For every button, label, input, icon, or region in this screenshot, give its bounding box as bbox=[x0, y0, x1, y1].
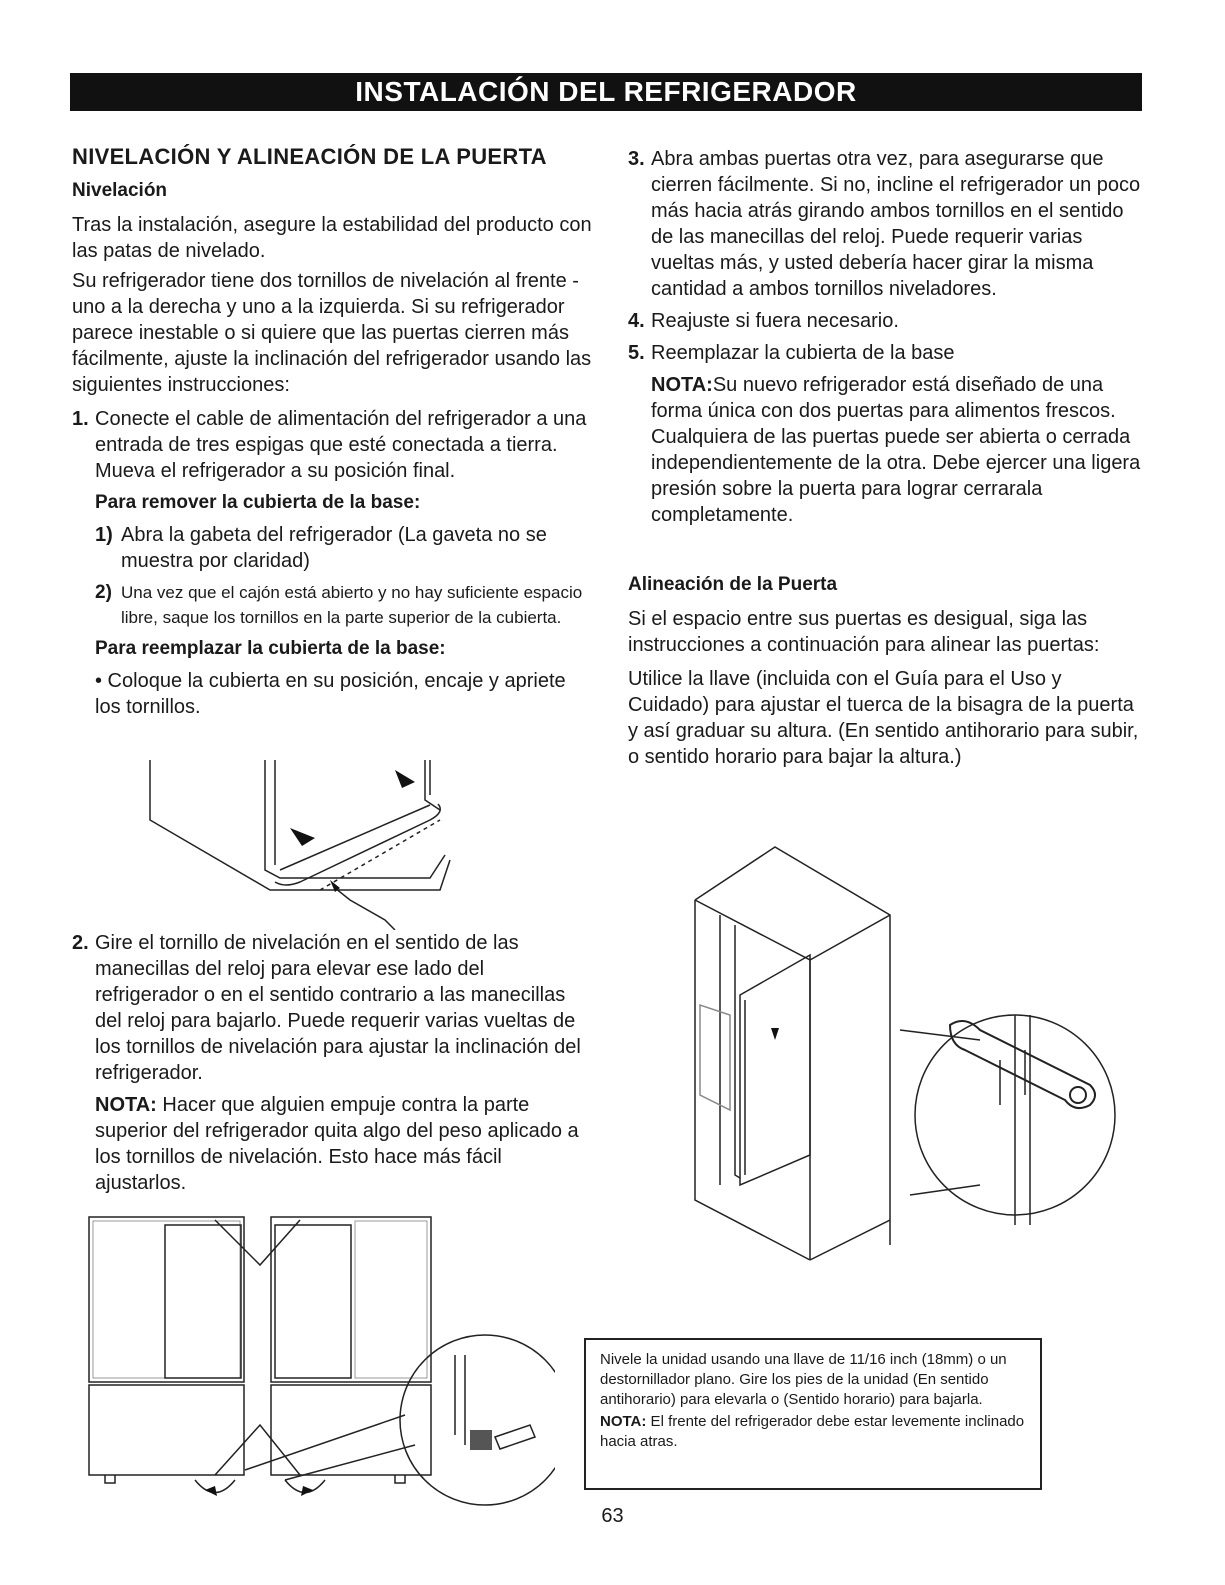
replace-cover-heading: Para reemplazar la cubierta de la base: bbox=[95, 638, 446, 659]
alignment-heading: Alineación de la Puerta bbox=[628, 574, 838, 595]
step-number: 2) bbox=[95, 582, 112, 603]
base-cover-illustration bbox=[140, 760, 460, 930]
remove-cover-heading: Para remover la cubierta de la base: bbox=[95, 492, 421, 513]
door-alignment-illustration bbox=[680, 845, 1130, 1265]
intro-paragraph: Tras la instalación, asegure la estabilidad del producto con las patas de nivelado. bbox=[72, 214, 592, 262]
note-label: NOTA: bbox=[600, 1413, 647, 1430]
instructions-paragraph: Su refrigerador tiene dos tornillos de nivelación al frente -uno a la derecha y uno a la izquierda. Si su refrigerador parece inestable o si quiere que las puertas cierren más fácilmente, ajuste la inclinación del refrigerador usando las siguientes instrucciones: bbox=[72, 270, 592, 396]
left-note bbox=[95, 1092, 592, 1196]
step-text: Reajuste si fuera necesario. bbox=[651, 310, 899, 332]
step-number: 1. bbox=[72, 408, 89, 430]
leveling-illustration bbox=[85, 1215, 555, 1515]
left-column-lower bbox=[72, 930, 592, 1200]
step-4 bbox=[628, 308, 1148, 334]
note-label: NOTA: bbox=[95, 1094, 157, 1116]
box-note bbox=[600, 1412, 1026, 1452]
step-1 bbox=[72, 406, 592, 484]
step-text: Conecte el cable de alimentación del refrigerador a una entrada de tres espigas que esté conectada a tierra. Mueva el refrigerador a su posición final. bbox=[95, 408, 587, 482]
alignment-intro: Si el espacio entre sus puertas es desigual, siga las instrucciones a continuación para alinear las puertas: bbox=[628, 608, 1100, 656]
step-number: 2. bbox=[72, 932, 89, 954]
step-text: Abra la gabeta del refrigerador (La gaveta no se muestra por claridad) bbox=[121, 524, 547, 572]
step-text: Una vez que el cajón está abierto y no hay suficiente espacio libre, saque los tornillos en la parte superior de la cubierta. bbox=[121, 583, 583, 627]
note-label: NOTA: bbox=[651, 374, 713, 396]
section-heading: NIVELACIÓN Y ALINEACIÓN DE LA PUERTA bbox=[72, 144, 547, 169]
step-5 bbox=[628, 340, 1148, 366]
leveling-note-box bbox=[584, 1338, 1042, 1490]
step-number: 3. bbox=[628, 148, 645, 170]
note-text: Hacer que alguien empuje contra la parte superior del refrigerador quita algo del peso aplicado a los tornillos de nivelación. Esto hace más fácil ajustarlos. bbox=[95, 1094, 579, 1194]
remove-step-2 bbox=[95, 580, 592, 630]
left-column bbox=[72, 140, 592, 724]
page-banner: INSTALACIÓN DEL REFRIGERADOR bbox=[70, 73, 1142, 111]
step-number: 5. bbox=[628, 342, 645, 364]
alignment-instructions: Utilice la llave (incluida con el Guía para el Uso y Cuidado) para ajustar el tuerca de la bisagra de la puerta y así graduar su altura. (En sentido antihorario para subir, o sentido horario para bajar la altura.) bbox=[628, 668, 1139, 768]
note-text: El frente del refrigerador debe estar levemente inclinado hacia atras. bbox=[600, 1413, 1025, 1450]
subheading-nivelacion: Nivelación bbox=[72, 180, 168, 201]
step-2 bbox=[72, 930, 592, 1086]
page-number: 63 bbox=[601, 1505, 624, 1527]
step-text: Gire el tornillo de nivelación en el sentido de las manecillas del reloj para elevar ese lado del refrigerador o en el sentido contrario a las manecillas del reloj para bajarlo. Puede requerir varias vueltas de los tornillos de nivelación para ajustar la inclinación del refrigerador. bbox=[95, 932, 581, 1084]
step-number: 1) bbox=[95, 524, 113, 546]
step-3 bbox=[628, 146, 1148, 302]
replace-bullet: • Coloque la cubierta en su posición, encaje y apriete los tornillos. bbox=[95, 670, 566, 718]
step-text: Reemplazar la cubierta de la base bbox=[651, 342, 955, 364]
box-text: Nivele la unidad usando una llave de 11/16 inch (18mm) o un destornillador plano. Gire los pies de la unidad (En sentido antihorario) para elevarla o (Sentido horario) para bajarla. bbox=[600, 1351, 1007, 1408]
remove-cover-section bbox=[95, 490, 592, 720]
remove-step-1 bbox=[95, 522, 592, 574]
note-text: Su nuevo refrigerador está diseñado de una forma única con dos puertas para alimentos frescos. Cualquiera de las puertas puede ser abierta o cerrada independientemente de la otra. Debe ejercer una ligera presión sobre la puerta para lograr cerrarala completamente. bbox=[651, 374, 1141, 526]
right-column bbox=[628, 146, 1148, 774]
step-number: 4. bbox=[628, 310, 645, 332]
right-note bbox=[651, 372, 1148, 528]
step-text: Abra ambas puertas otra vez, para asegurarse que cierren fácilmente. Si no, incline el refrigerador un poco más hacia atrás girando ambos tornillos en el sentido de las manecillas del reloj. Puede requerir varias vueltas más, y usted debería hacer girar la misma cantidad a ambos tornillos niveladores. bbox=[651, 148, 1141, 300]
